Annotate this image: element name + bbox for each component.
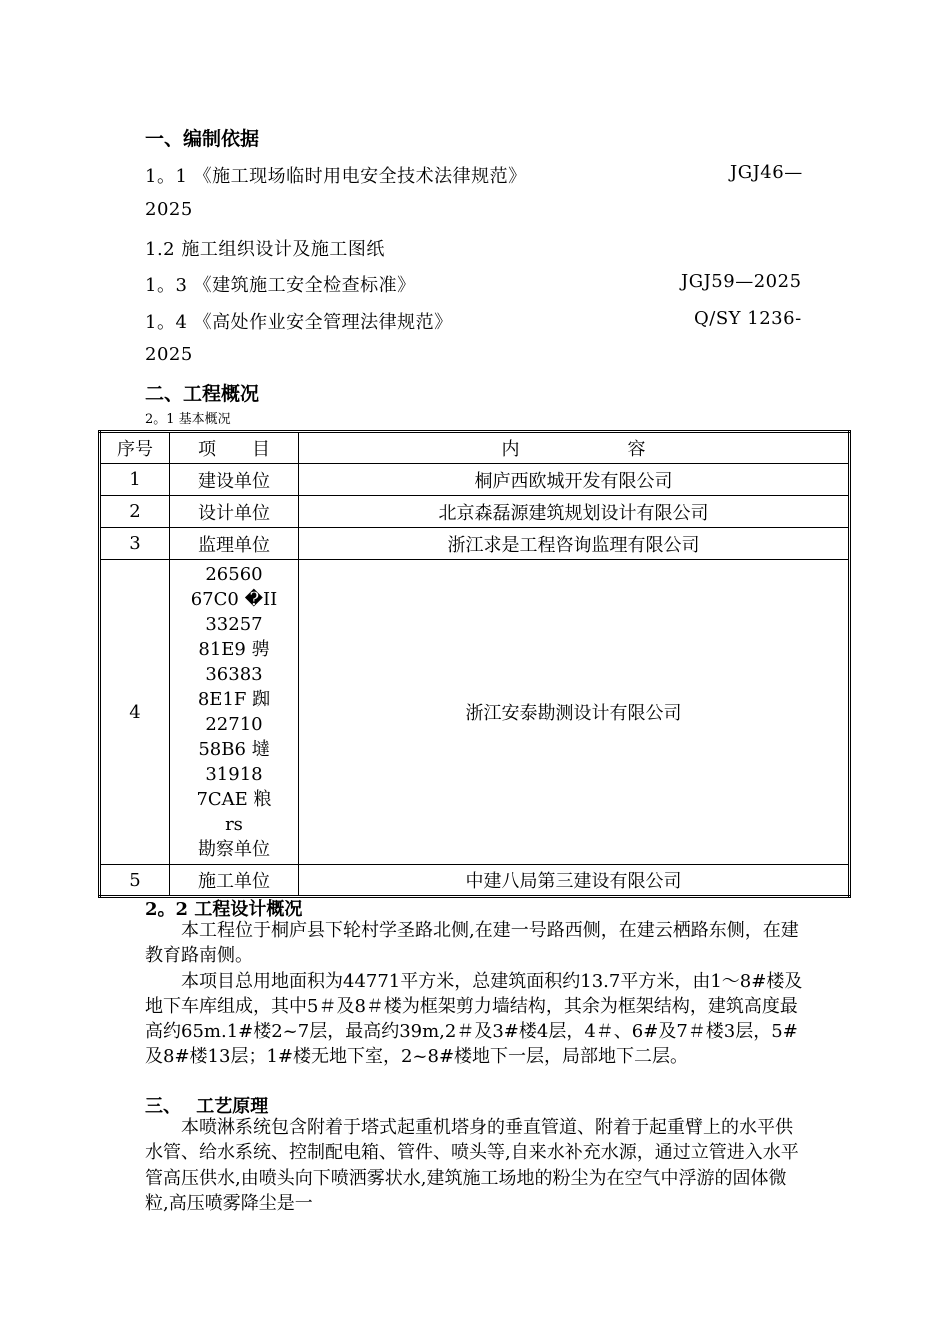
- design-overview-body: [145, 918, 810, 1070]
- process-principle-body: [145, 1115, 810, 1216]
- basic-info-table: [98, 430, 851, 898]
- table-row: [100, 528, 850, 560]
- ref-1-4: 1。4 《高处作业安全管理法律规范》: [145, 312, 453, 333]
- item-line: 67C0 �II: [190, 589, 278, 610]
- row-content: 浙江求是工程咨询监理有限公司: [299, 528, 850, 560]
- header-content: 内 容: [299, 432, 850, 464]
- row-item: 设计单位: [170, 496, 299, 528]
- ref-1-3: 1。3 《建筑施工安全检查标准》: [145, 275, 416, 296]
- paragraph: 本喷淋系统包含附着于塔式起重机塔身的垂直管道、附着于起重臂上的水平供水管、给水系统、控制配电箱、管件、喷头等,自来水补充水源，通过立管进入水平管高压供水,由喷头向下喷洒雾状水,建筑施工场地的粉尘为在空气中浮游的固体微粒,高压喷雾降尘是一: [145, 1117, 799, 1214]
- row-no: 1: [100, 464, 170, 496]
- row-no: 3: [100, 528, 170, 560]
- section1-title: 一、编制依据: [145, 128, 260, 150]
- paragraph: 本项目总用地面积为44771平方米，总建筑面积约13.7平方米，由1～8#楼及地下车库组成，其中5＃及8＃楼为框架剪力墙结构，其余为框架结构，建筑高度最高约65m.1#楼2~7层，最高约39m,2＃及3#楼4层，4＃、6#及7＃楼3层，5#及8#楼13层；1#楼无地下室，2~8#楼地下一层，局部地下二层。: [145, 970, 803, 1068]
- table-row: [100, 560, 850, 865]
- row-content: 桐庐西欧城开发有限公司: [299, 464, 850, 496]
- item-line: 33257: [205, 614, 263, 635]
- ref-1-2: 1.2 施工组织设计及施工图纸: [145, 239, 385, 260]
- row-item: 施工单位: [170, 865, 299, 897]
- row-item-stacked: [170, 560, 299, 865]
- table-row: [100, 464, 850, 496]
- ref-1-3-code: JGJ59—2025: [681, 271, 802, 292]
- row-content: 北京森磊源建筑规划设计有限公司: [299, 496, 850, 528]
- item-line: 36383: [205, 664, 263, 685]
- table-row: [100, 865, 850, 897]
- ref-1-4-code: Q/SY 1236-: [694, 308, 802, 329]
- item-line: 勘察单位: [198, 839, 270, 860]
- section3-title: 三、 工艺原理: [145, 1096, 269, 1117]
- item-line: 22710: [205, 714, 263, 735]
- header-item: 项 目: [170, 432, 299, 464]
- basic-overview-subtitle: 2。1 基本概况: [145, 412, 231, 427]
- item-line: 31918: [205, 764, 263, 785]
- ref-1-1: 1。1 《施工现场临时用电安全技术法律规范》: [145, 166, 527, 187]
- row-content: 中建八局第三建设有限公司: [299, 865, 850, 897]
- item-line: rs: [225, 814, 243, 835]
- header-no: 序号: [100, 432, 170, 464]
- ref-1-4-code-cont: 2025: [145, 344, 193, 365]
- row-no: 4: [100, 560, 170, 865]
- ref-1-1-code: JGJ46—: [730, 162, 803, 183]
- section2-title: 二、工程概况: [145, 383, 260, 405]
- table-row: [100, 496, 850, 528]
- ref-1-1-code-cont: 2025: [145, 199, 193, 220]
- item-line: 26560: [205, 564, 263, 585]
- paragraph: 本工程位于桐庐县下轮村学圣路北侧,在建一号路西侧，在建云栖路东侧，在建教育路南侧。: [145, 920, 799, 967]
- row-item: 建设单位: [170, 464, 299, 496]
- item-line: 7CAE 粮: [196, 789, 272, 810]
- design-overview-title: 2。2 工程设计概况: [145, 899, 303, 920]
- row-content: 浙江安泰勘测设计有限公司: [299, 560, 850, 865]
- row-no: 2: [100, 496, 170, 528]
- item-line: 81E9 骋: [198, 639, 270, 660]
- row-no: 5: [100, 865, 170, 897]
- table-header-row: [100, 432, 850, 464]
- row-item: 监理单位: [170, 528, 299, 560]
- item-line: 58B6 墶: [198, 739, 270, 760]
- item-line: 8E1F 踟: [197, 689, 271, 710]
